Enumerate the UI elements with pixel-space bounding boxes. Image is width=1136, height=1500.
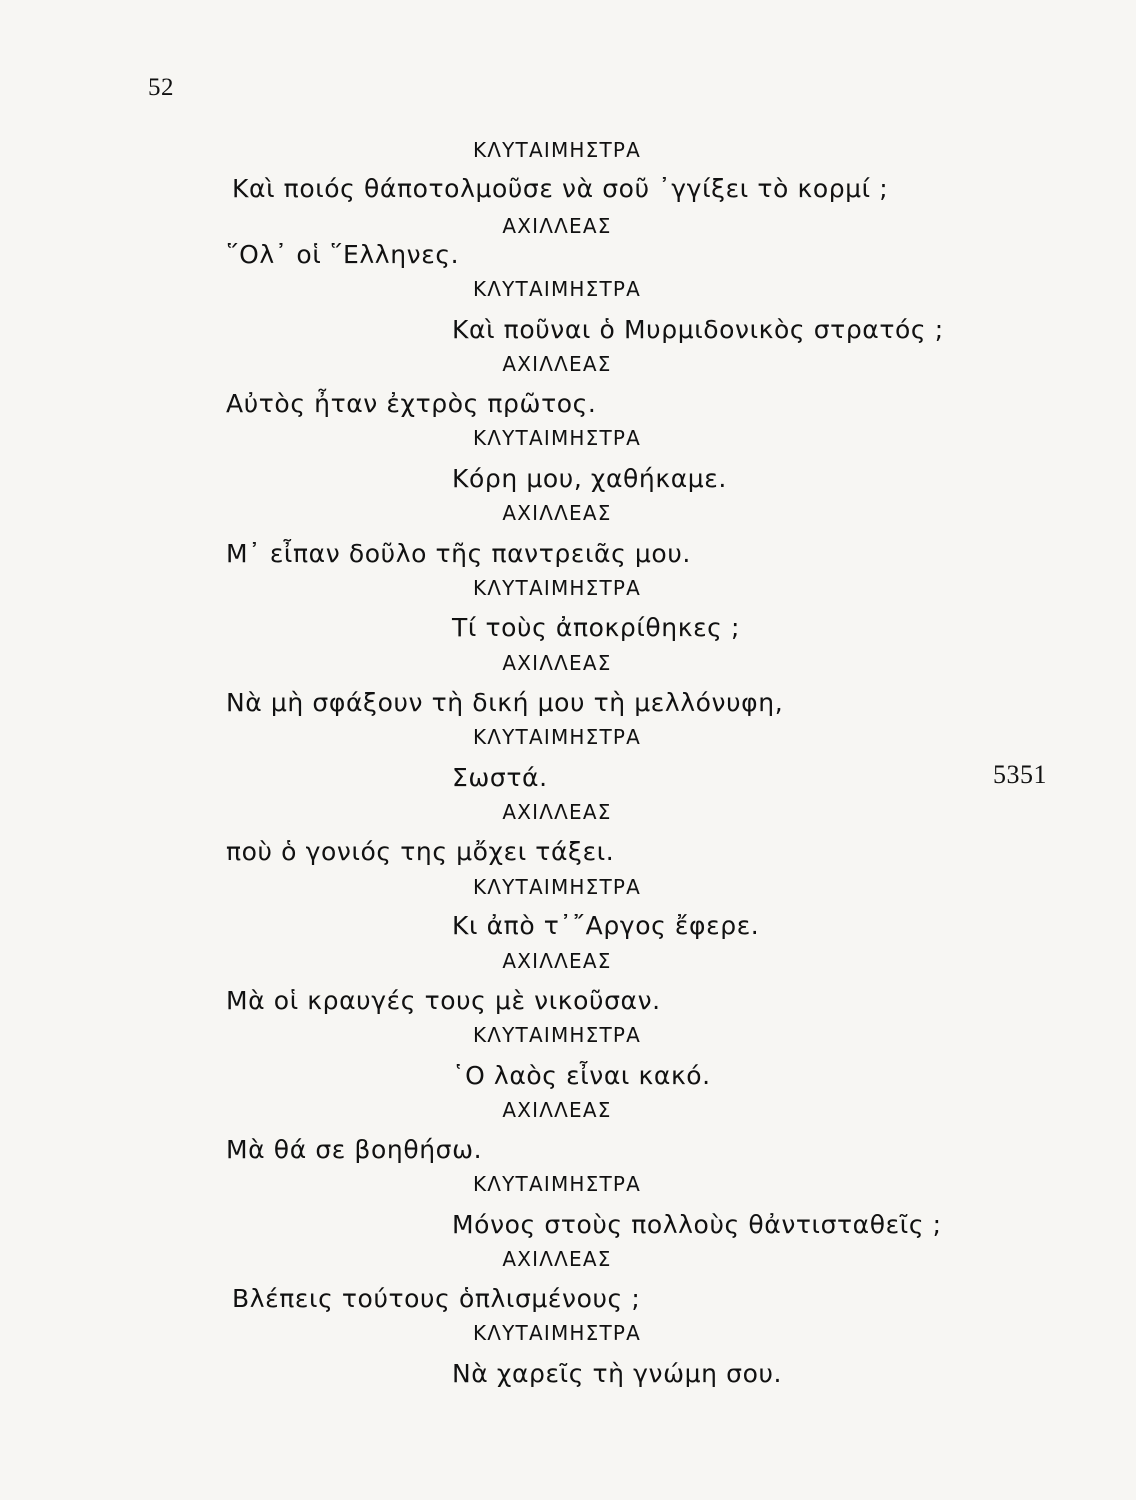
speaker-name: ΚΛΥΤΑΙΜΗΣΤΡΑ [472,426,642,450]
speaker-name: ΑΧΙΛΛΕΑΣ [502,651,612,675]
speaker-name: ΚΛΥΤΑΙΜΗΣΤΡΑ [472,875,642,899]
verse-line: ῞Ολ᾿ οἱ ῞Ελληνες. [226,240,460,269]
verse-line: Κόρη μου, χαθήκαμε. [452,464,727,493]
verse-line: Μ᾿ εἶπαν δοῦλο τῆς παντρειᾶς μου. [226,539,691,568]
speaker-name: ΚΛΥΤΑΙΜΗΣΤΡΑ [472,277,642,301]
speaker-name: ΚΛΥΤΑΙΜΗΣΤΡΑ [472,1172,642,1196]
speaker-name: ΚΛΥΤΑΙΜΗΣΤΡΑ [472,138,642,162]
verse-line: Βλέπεις τούτους ὁπλισμένους ; [232,1284,641,1313]
verse-line: Μὰ οἱ κραυγές τους μὲ νικοῦσαν. [226,986,661,1015]
verse-line: Μὰ θά σε βοηθήσω. [226,1135,483,1164]
verse-line: Καὶ ποιός θάποτολμοῦσε νὰ σοῦ ᾿γγίξει τὸ κορμί ; [232,174,889,203]
speaker-name: ΚΛΥΤΑΙΜΗΣΤΡΑ [472,725,642,749]
verse-line: Νὰ μὴ σφάξουν τὴ δική μου τὴ μελλόνυφη, [226,688,784,717]
verse-line: ποὺ ὁ γονιός της μὄχει τάξει. [226,837,615,866]
speaker-name: ΚΛΥΤΑΙΜΗΣΤΡΑ [472,1321,642,1345]
speaker-name: ΑΧΙΛΛΕΑΣ [502,949,612,973]
speaker-name: ΚΛΥΤΑΙΜΗΣΤΡΑ [472,1023,642,1047]
speaker-name: ΑΧΙΛΛΕΑΣ [502,352,612,376]
verse-line: Σωστά. [452,763,548,792]
speaker-name: ΑΧΙΛΛΕΑΣ [502,800,612,824]
verse-line: Νὰ χαρεῖς τὴ γνώμη σου. [452,1359,783,1388]
verse-line: Καὶ ποῦναι ὁ Μυρμιδονικὸς στρατός ; [452,315,944,344]
speaker-name: ΑΧΙΛΛΕΑΣ [502,1098,612,1122]
speaker-name: ΚΛΥΤΑΙΜΗΣΤΡΑ [472,576,642,600]
speaker-name: ΑΧΙΛΛΕΑΣ [502,214,612,238]
verse-line: ῾Ο λαὸς εἶναι κακό. [452,1061,711,1090]
verse-line: Μόνος στοὺς πολλοὺς θἀντισταθεῖς ; [452,1210,942,1239]
verse-line: Τί τοὺς ἀποκρίθηκες ; [452,613,741,642]
verse-line: Αὐτὸς ἦταν ἐχτρὸς πρῶτος. [226,389,597,418]
verse-line: Κι ἀπὸ τ᾿῎Αργος ἔφερε. [452,911,760,940]
page-number: 52 [148,74,174,101]
speaker-name: ΑΧΙΛΛΕΑΣ [502,501,612,525]
line-number: 5351 [993,760,1047,789]
speaker-name: ΑΧΙΛΛΕΑΣ [502,1247,612,1271]
